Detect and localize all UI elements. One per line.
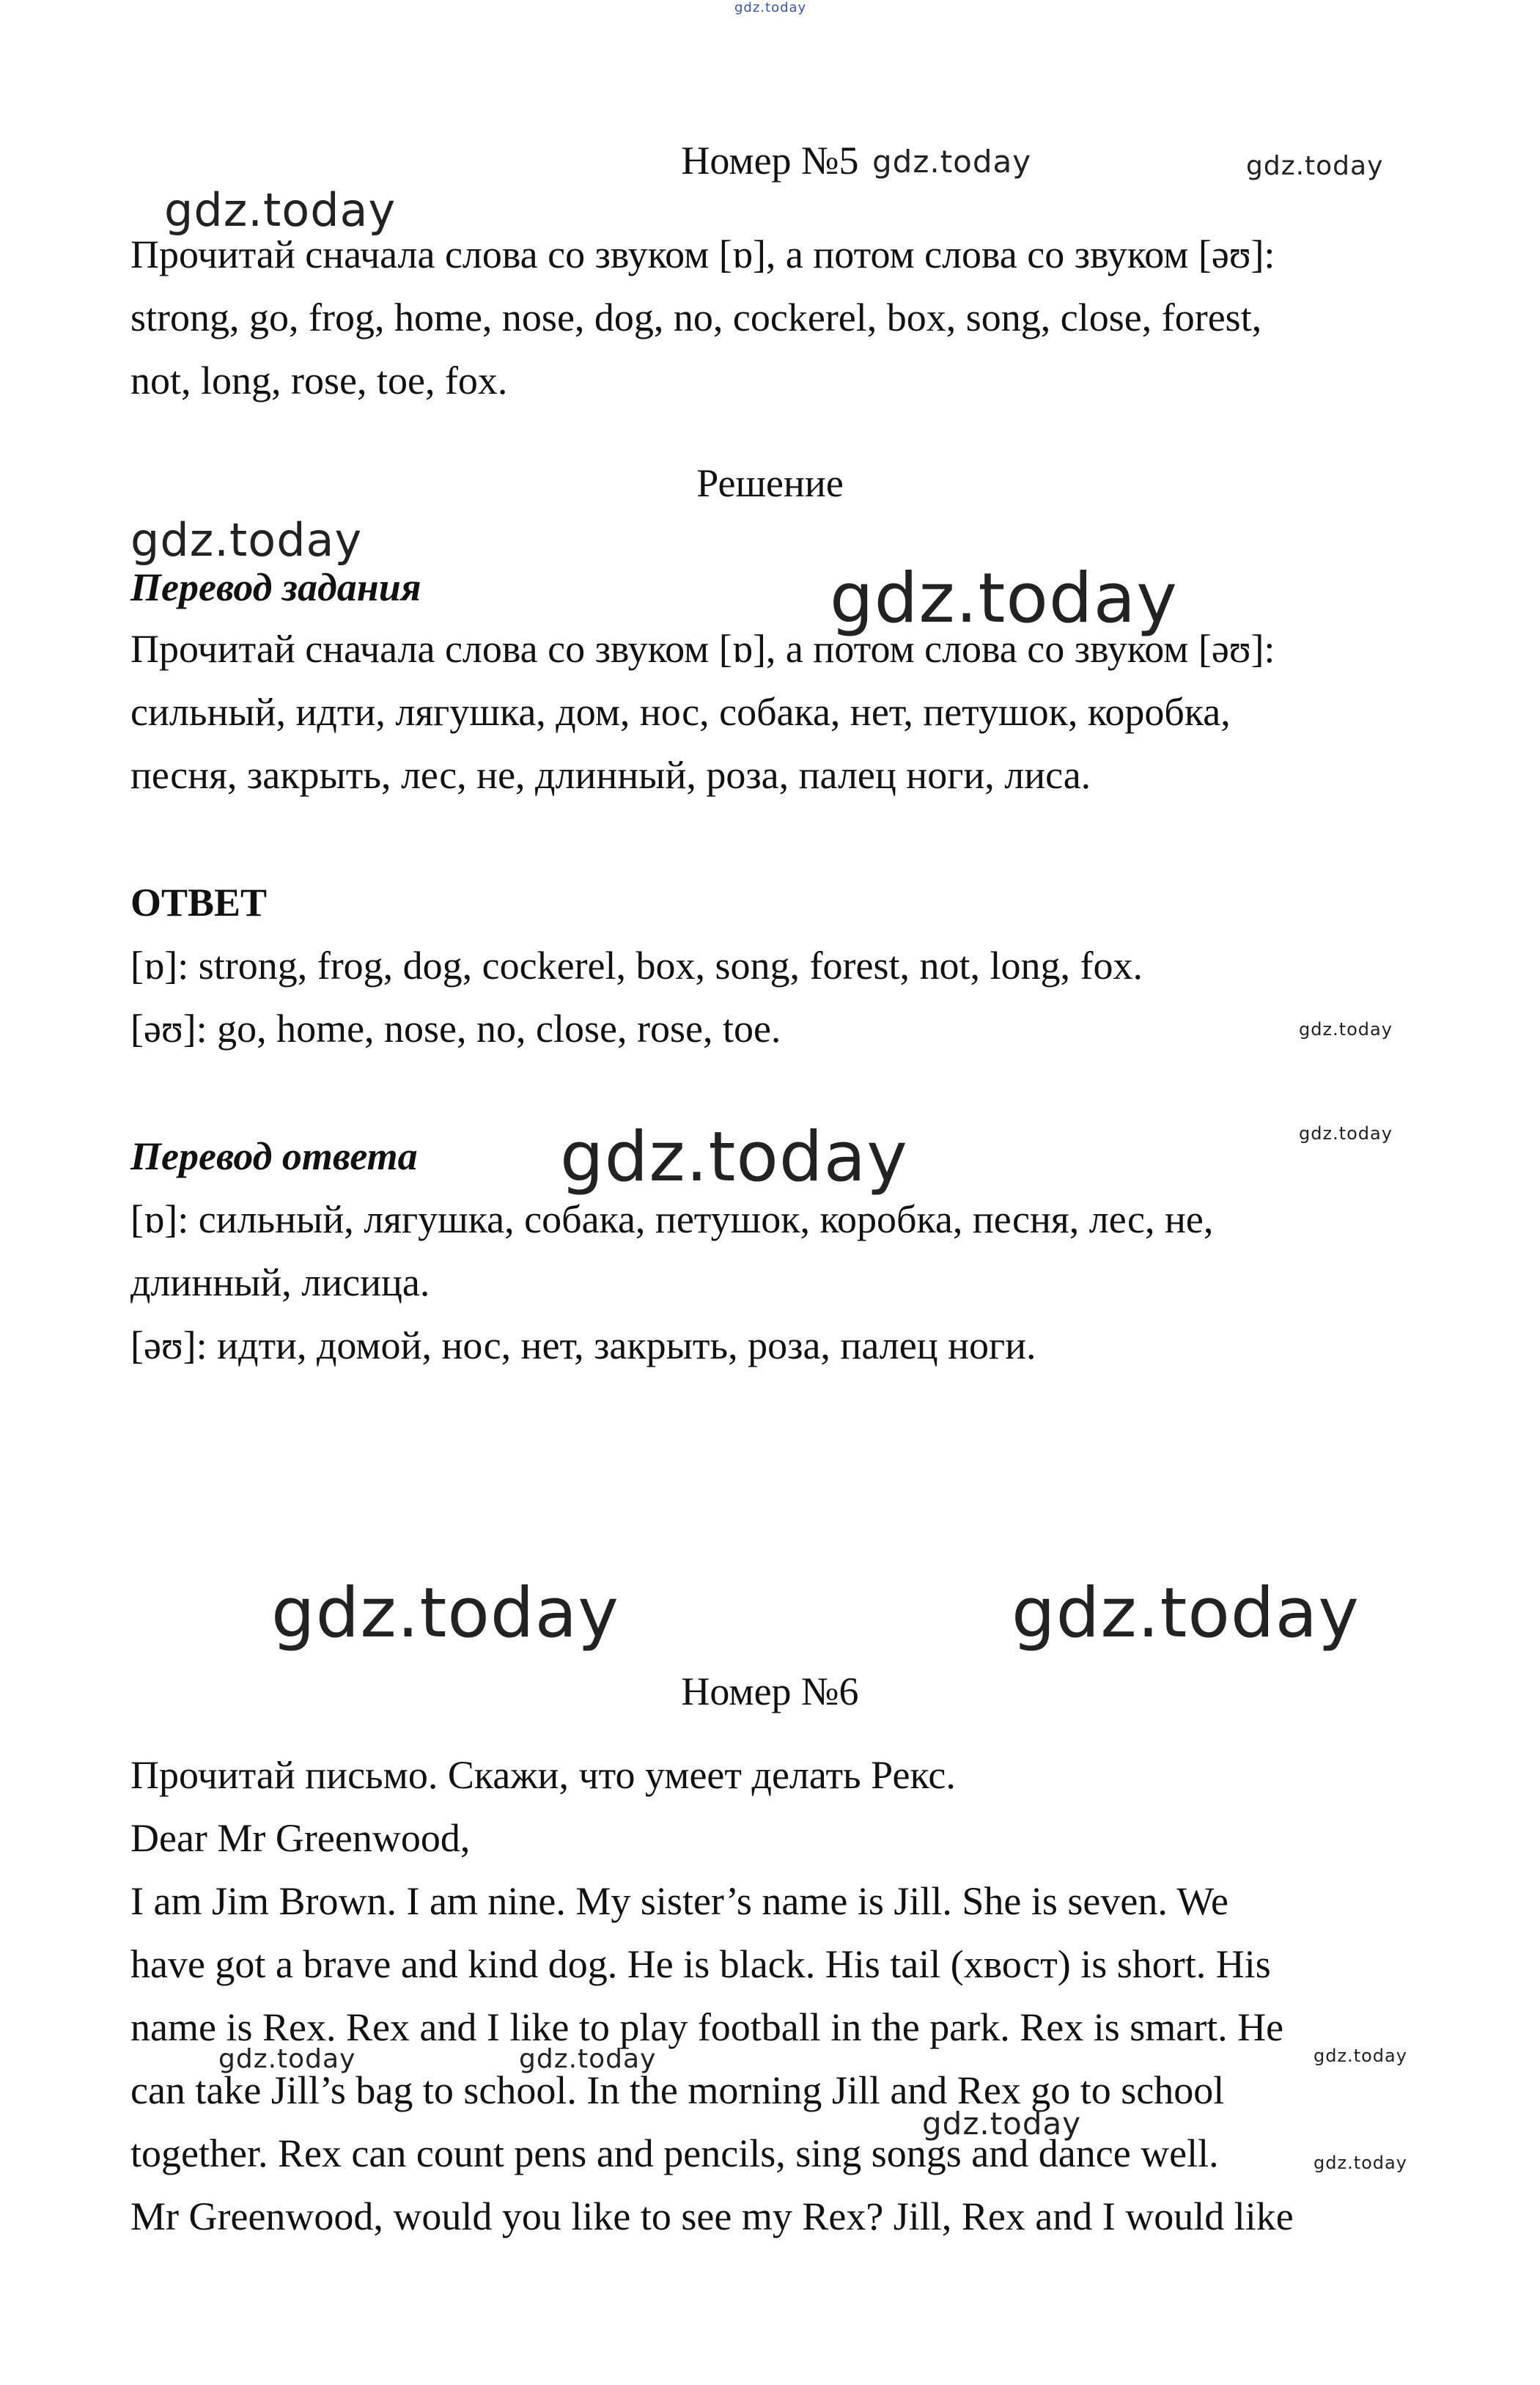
task5-answer-translation (130, 1188, 1421, 1377)
task5-prompt-line: strong, go, frog, home, nose, dog, no, cockerel, box, song, close, forest, (130, 295, 1262, 339)
task6-line: name is Rex. Rex and I like to play football in the park. Rex is smart. He (130, 2005, 1284, 2049)
watermark-text: gdz.today (271, 1573, 619, 1653)
watermark-text: gdz.today (1314, 2153, 1407, 2173)
task5-answer (130, 934, 1421, 1060)
task6-line: Mr Greenwood, would you like to see my Rex? Jill, Rex and I would like (130, 2194, 1294, 2238)
watermark-text: gdz.today (734, 0, 807, 15)
task6-line: Прочитай письмо. Скажи, что умеет делать Рекс. (130, 1753, 956, 1797)
task6-line: can take Jill’s bag to school. In the morning Jill and Rex go to school (130, 2068, 1225, 2112)
task6-title: Номер №6 (681, 1669, 859, 1713)
translation-heading: Перевод задания (130, 565, 421, 609)
watermark-text: gdz.today (560, 1117, 908, 1197)
task5-translation (130, 617, 1421, 806)
watermark-text: gdz.today (1012, 1573, 1360, 1653)
task5-prompt-line: not, long, rose, toe, fox. (130, 359, 508, 403)
task6-line: Dear Mr Greenwood, (130, 1816, 471, 1860)
solution-label: Решение (696, 461, 844, 505)
task6-letter (130, 1743, 1421, 2248)
watermark-text: gdz.today (519, 2044, 657, 2074)
watermark-text: gdz.today (1246, 151, 1384, 181)
task5-translation-line: Прочитай сначала слова со звуком [ɒ], а потом слова со звуком [əʊ]: (130, 627, 1275, 671)
task5-answer-translation-line: длинный, лисица. (130, 1260, 430, 1304)
task5-answer-line: [əʊ]: go, home, nose, no, close, rose, toe. (130, 1007, 781, 1051)
task5-prompt (130, 223, 1421, 412)
task5-answer-line: [ɒ]: strong, frog, dog, cockerel, box, song, forest, not, long, fox. (130, 944, 1143, 988)
task6-line: I am Jim Brown. I am nine. My sister’s name is Jill. She is seven. We (130, 1879, 1228, 1923)
task5-translation-line: песня, закрыть, лес, не, длинный, роза, палец ноги, лиса. (130, 753, 1091, 797)
task6-line: together. Rex can count pens and pencils, sing songs and dance well. (130, 2131, 1219, 2175)
task5-answer-translation-line: [ɒ]: сильный, лягушка, собака, петушок, коробка, песня, лес, не, (130, 1197, 1214, 1241)
task6-line: have got a brave and kind dog. He is black. His tail (хвост) is short. His (130, 1942, 1271, 1986)
answer-heading: ОТВЕТ (130, 881, 268, 925)
watermark-text: gdz.today (872, 144, 1032, 180)
watermark-text: gdz.today (218, 2044, 356, 2074)
task5-translation-line: сильный, идти, лягушка, дом, нос, собака, нет, петушок, коробка, (130, 690, 1231, 734)
watermark-text: gdz.today (164, 183, 397, 237)
watermark-text: gdz.today (830, 559, 1178, 639)
watermark-text: gdz.today (1314, 2046, 1407, 2066)
answer-translation-heading: Перевод ответа (130, 1134, 418, 1178)
task5-title: Номер №5 (681, 139, 859, 183)
task5-answer-translation-line: [əʊ]: идти, домой, нос, нет, закрыть, роза, палец ноги. (130, 1323, 1036, 1367)
watermark-text: gdz.today (130, 513, 363, 567)
task5-prompt-line: Прочитай сначала слова со звуком [ɒ], а потом слова со звуком [əʊ]: (130, 232, 1275, 276)
watermark-text: gdz.today (1299, 1123, 1393, 1144)
watermark-text: gdz.today (922, 2106, 1082, 2142)
watermark-text: gdz.today (1299, 1019, 1393, 1040)
